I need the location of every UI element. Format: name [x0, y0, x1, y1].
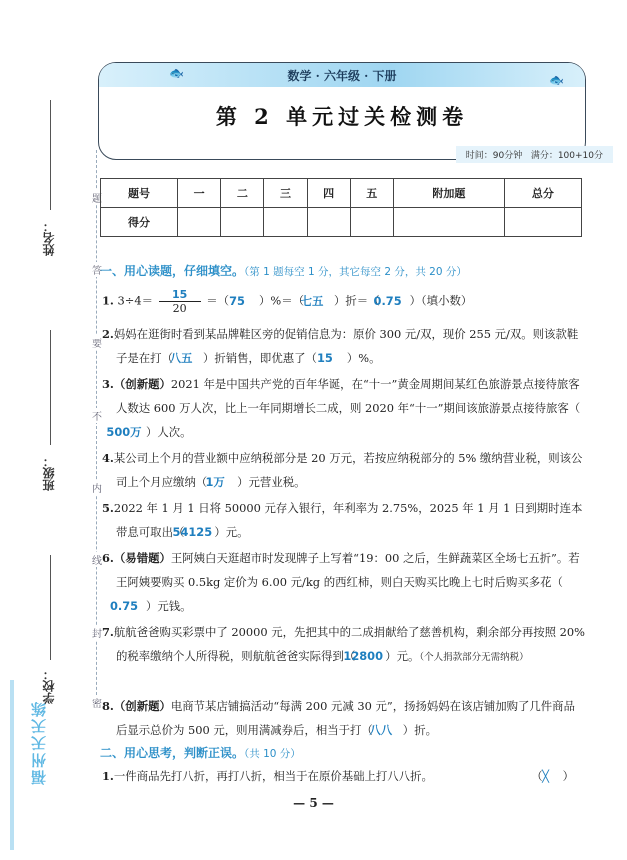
score-table-header-row [101, 179, 582, 208]
question-text: ）%＝（ [259, 293, 305, 308]
score-header-cell: 三 [264, 179, 307, 208]
seal-word: 题 [90, 190, 104, 205]
score-header-cell: 四 [307, 179, 350, 208]
seal-word: 不 [90, 408, 104, 423]
answer-blank[interactable]: 75 [229, 293, 245, 308]
score-header-cell: 一 [178, 179, 221, 208]
question-3 [102, 372, 586, 444]
subject-line: 数学 · 六年级 · 下册 [287, 69, 397, 83]
question-text: ）元。 [214, 525, 249, 539]
question-1 [102, 288, 586, 315]
question-5 [102, 496, 586, 544]
question-text: 3÷4＝ [117, 293, 153, 308]
question-note: （个人捐款部分无需纳税） [419, 652, 529, 663]
section-2-title [100, 744, 301, 761]
score-table-row [101, 208, 582, 237]
question-tag: （创新题） [113, 377, 171, 391]
score-cell[interactable] [504, 208, 581, 237]
question-number: 4. [102, 451, 114, 465]
fish-icon: 🐟 [169, 66, 184, 80]
name-label: 姓名： [42, 220, 56, 256]
class-field-line[interactable] [50, 330, 51, 445]
answer-blank[interactable]: 15 [316, 351, 333, 365]
judge-answer-mark[interactable]: ╳ [542, 769, 550, 783]
score-row-label: 得分 [101, 208, 178, 237]
question-number: 1. [102, 293, 114, 308]
answer-blank[interactable]: 八八 [369, 723, 393, 737]
section-1-title [100, 262, 467, 279]
seal-word: 封 [90, 625, 104, 640]
question-4 [102, 446, 586, 494]
question-6 [102, 546, 586, 618]
judge-answer-box[interactable] [531, 764, 574, 788]
question-tag: （创新题） [113, 699, 171, 713]
question-text: 某公司上个月的营业额中应纳税部分是 20 万元，若按应纳税部分的 5% 缴纳营业税，则该公司上个月应缴纳（ [113, 451, 583, 489]
answer-blank[interactable]: 0.75 [373, 293, 402, 308]
question-text: 航航爸爸购买彩票中了 20000 元，先把其中的二成捐献给了慈善机构，剩余部分再按照 20% 的税率缴纳个人所得税，则航航爸爸实际得到（ [113, 625, 585, 663]
seal-word: 密 [90, 695, 104, 710]
question-number: 7. [102, 625, 114, 639]
answer-blank[interactable]: 七五 [300, 293, 324, 308]
fraction [159, 288, 201, 315]
score-cell[interactable] [393, 208, 504, 237]
seal-word: 要 [90, 335, 104, 350]
fraction-denominator: 20 [172, 302, 187, 315]
question-number: 3. [102, 377, 114, 391]
question-2 [102, 322, 586, 370]
question-text: ）元。 [385, 649, 420, 663]
fish-icon: 🐟 [549, 73, 564, 87]
fraction-numerator-answer[interactable]: 15 [159, 288, 201, 302]
bracket-close: ） [562, 769, 574, 783]
score-header-cell: 题号 [101, 179, 178, 208]
question-7 [102, 620, 586, 670]
page-number: — 5 — [293, 796, 334, 810]
answer-blank[interactable]: 12800 [343, 649, 384, 663]
section-1-note: （第 1 题每空 1 分，其它每空 2 分，共 20 分） [244, 266, 467, 278]
judge-question-1 [102, 764, 586, 788]
question-text: 一件商品先打八折，再打八折，相当于在原价基础上打八八折。 [113, 769, 433, 783]
answer-blank[interactable]: 0.75 [109, 599, 139, 613]
question-text: ）%。 [346, 351, 381, 365]
question-text: ）折＝（ [334, 293, 380, 308]
score-header-cell: 二 [221, 179, 264, 208]
question-number: 6. [102, 551, 114, 565]
question-text: ）（填小数） [409, 293, 473, 308]
school-label: 学校： [42, 668, 56, 704]
score-header-cell: 总分 [504, 179, 581, 208]
bracket-open: （ [531, 769, 543, 783]
full-score: 满分：100+10分 [530, 151, 603, 161]
page-title: 第 2 单元过关检测卷 [215, 104, 469, 129]
question-number: 8. [102, 699, 114, 713]
question-text: 妈妈在逛街时看到某品牌鞋区旁的促销信息为：原价 300 元/双，现价 255 元/双。则该款鞋子是在打（ [113, 327, 579, 365]
section-1-heading: 一、用心读题，仔细填空。 [100, 264, 245, 278]
question-number: 1. [102, 769, 114, 783]
question-number: 2. [102, 327, 114, 341]
brand-bar [10, 680, 14, 850]
question-text: ＝（ [206, 293, 230, 308]
question-text: ）人次。 [146, 425, 192, 439]
score-cell[interactable] [307, 208, 350, 237]
answer-blank[interactable]: 500万 [106, 425, 142, 439]
section-2-note: （共 10 分） [244, 748, 301, 760]
question-text: ）元钱。 [146, 599, 192, 613]
question-text: ）折。 [402, 723, 437, 737]
seal-word: 线 [90, 552, 104, 567]
score-cell[interactable] [178, 208, 221, 237]
seal-word: 内 [90, 480, 104, 495]
question-text: 2022 年 1 月 1 日将 50000 元存入银行，年利率为 2.75%，2025 年 1 月 1 日到期时连本带息可取出（ [113, 501, 583, 539]
school-field-line[interactable] [50, 555, 51, 660]
score-cell[interactable] [221, 208, 264, 237]
question-tag: （易错题） [113, 551, 171, 565]
time-limit: 时间：90分钟 [465, 151, 523, 161]
seal-word: 答 [90, 262, 104, 277]
question-number: 5. [102, 501, 114, 515]
answer-blank[interactable]: 八五 [169, 351, 193, 365]
score-header-cell: 五 [350, 179, 393, 208]
question-text: ）折销售，即优惠了（ [202, 351, 317, 365]
question-text: 王阿姨白天逛超市时发现牌子上写着“19：00 之后，生鲜蔬菜区全场七五折”。若王阿姨要购买 0.5kg 定价为 6.00 元/kg 的西红柿，则白天购买比晚上七时后购买多花（ [116, 551, 580, 589]
class-label: 班级： [42, 455, 56, 491]
time-score-bar [456, 146, 613, 163]
answer-blank[interactable]: 1万 [205, 475, 225, 489]
question-text: 电商节某店铺搞活动“每满 200 元减 30 元”，扬扬妈妈在该店铺加购了几件商品后显示总价为 500 元，则用满减券后，相当于打（ [116, 699, 575, 737]
answer-blank[interactable]: 54125 [172, 525, 213, 539]
question-text: ）元营业税。 [237, 475, 306, 489]
binding-strip [0, 0, 100, 860]
score-cell[interactable] [350, 208, 393, 237]
section-2-heading: 二、用心思考，判断正误。 [100, 746, 245, 760]
question-8 [102, 694, 586, 742]
question-text: 2021 年是中国共产党的百年华诞，在“十一”黄金周期间某红色旅游景点接待旅客人数达 600 万人次，比上一年同期增长二成，则 2020 年“十一”期间该旅游景点接待旅客（ [116, 377, 581, 415]
score-table [100, 178, 582, 237]
brand-logo: 福州天天练 [30, 700, 48, 785]
score-header-cell: 附加题 [393, 179, 504, 208]
score-cell[interactable] [264, 208, 307, 237]
name-field-line[interactable] [50, 100, 51, 210]
